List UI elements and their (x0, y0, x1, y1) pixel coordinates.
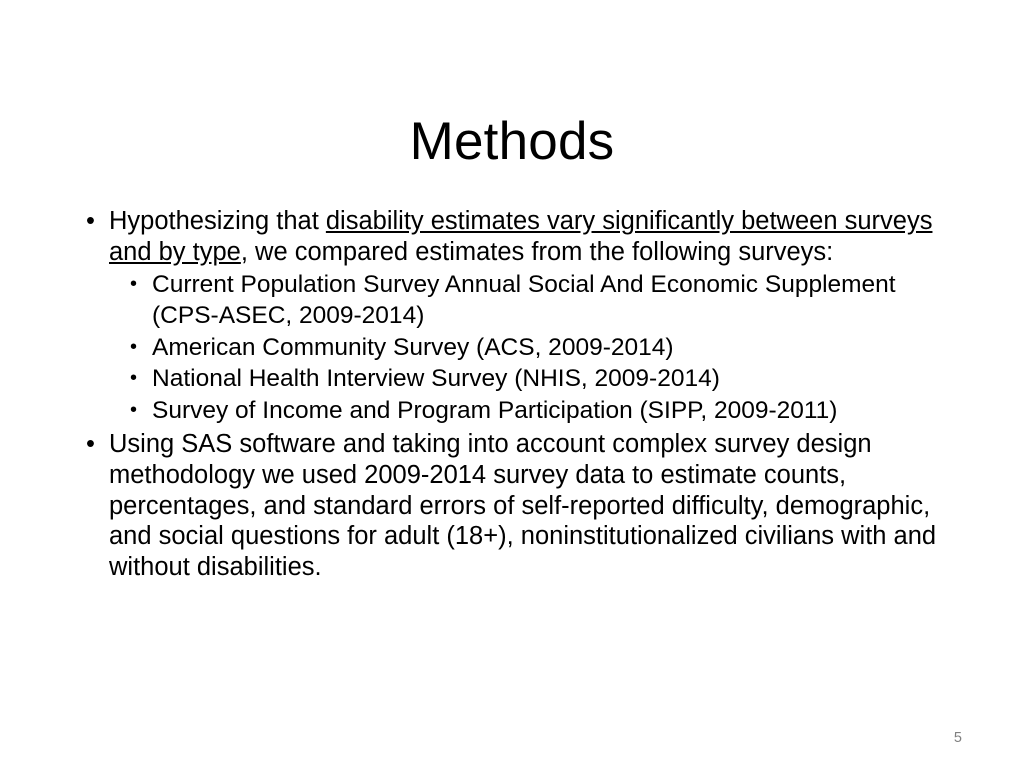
bullet-marker-icon: • (130, 272, 138, 295)
text-run-underlined: disability estimates vary significantly between surveys and by type (109, 207, 933, 266)
page-number: 5 (953, 729, 962, 746)
sub-bullet-text-sipp: Survey of Income and Program Participation (SIPP, 2009-2011) (152, 396, 838, 424)
sub-bullet-list (84, 269, 954, 427)
slide-title: Methods (409, 111, 615, 171)
bullet-item-hypothesis (84, 206, 954, 268)
sub-bullet-item-nhis (129, 363, 954, 395)
bullet-marker-icon: • (130, 367, 138, 390)
bullet-marker-icon: • (86, 207, 95, 235)
sub-bullet-item-cps-asec (129, 269, 954, 332)
text-run-plain-2: , we compared estimates from the following surveys: (240, 237, 834, 266)
slide-body (84, 206, 954, 583)
bullet-text-hypothesis (109, 207, 932, 266)
sub-bullet-item-acs (129, 332, 954, 364)
text-run-plain-1: Hypothesizing that (109, 207, 326, 235)
bullet-item-methodology (84, 429, 954, 583)
sub-bullet-text-cps-asec: Current Population Survey Annual Social And Economic Supplement (CPS-ASEC, 2009-2014) (152, 270, 896, 330)
bullet-text-methodology: Using SAS software and taking into account complex survey design methodology we used 2009-2014 survey data to estimate counts, percentages, and standard errors of self-reported difficulty, demographic, and social questions for adult (18+), noninstitutionalized civilians with and without disabilities. (109, 430, 937, 582)
sub-bullet-text-nhis: National Health Interview Survey (NHIS, 2009-2014) (152, 365, 720, 393)
sub-bullet-item-sipp (129, 395, 954, 427)
bullet-marker-icon: • (130, 335, 138, 358)
bullet-marker-icon: • (86, 430, 95, 459)
bullet-marker-icon: • (130, 398, 138, 421)
sub-bullet-text-acs: American Community Survey (ACS, 2009-2014) (152, 333, 674, 361)
